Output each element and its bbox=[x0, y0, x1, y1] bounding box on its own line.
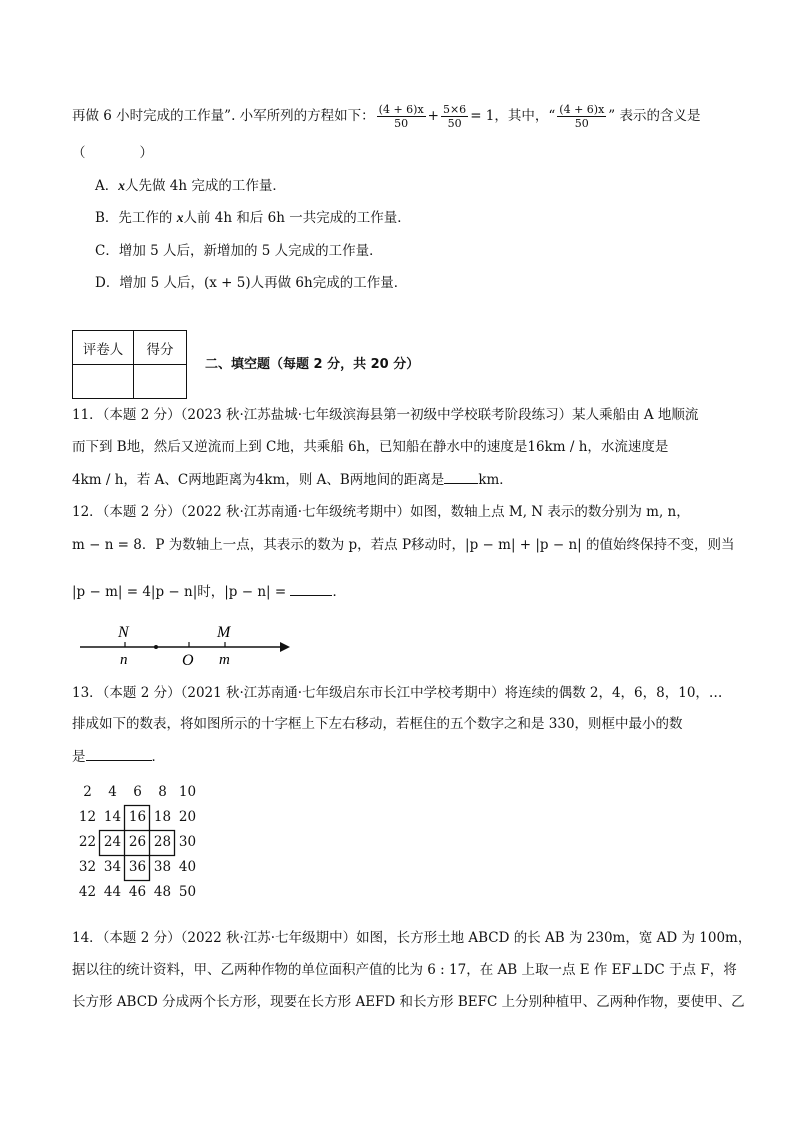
answer-paren: （ ） bbox=[72, 145, 153, 161]
grid-cell: 22 bbox=[78, 834, 97, 850]
grader-header: 评卷人 bbox=[73, 331, 134, 365]
q14-line3: 长方形 ABCD 分成两个长方形，现要在长方形 AEFD 和长方形 BEFC 上分别种植甲、乙两种作物，要使甲、乙 bbox=[72, 994, 745, 1010]
q12-line1: 12．（本题 2 分）（2022 秋·江苏南通·七年级统考期中）如图，数轴上点 M, N 表示的数分别为 m, n， bbox=[72, 504, 690, 520]
equation-tail: = 1，其中，“ bbox=[470, 108, 556, 124]
score-table bbox=[72, 330, 187, 399]
label-n: n bbox=[120, 652, 128, 668]
label-M: M bbox=[217, 624, 231, 641]
q11-line1: 11．（本题 2 分）（2023 秋·江苏盐城·七年级滨海县第一初级中学校联考阶段练习）某人乘船由 A 地顺流 bbox=[72, 407, 699, 423]
q14-line2: 据以往的统计资料，甲、乙两种作物的单位面积产值的比为 6 : 17，在 AB 上取一点 E 作 EF⊥DC 于点 F，将 bbox=[72, 962, 737, 978]
option-c[interactable]: C．增加 5 人后，新增加的 5 人完成的工作量． bbox=[95, 243, 383, 259]
grid-cell: 40 bbox=[178, 859, 197, 875]
q12-line2: m − n = 8．P 为数轴上一点，其表示的数为 p，若点 P移动时，|p − m| + |p − n| 的值始终保持不变，则当 bbox=[72, 537, 735, 553]
option-b[interactable]: B．先工作的 x人前 4h 和后 6h 一共完成的工作量． bbox=[95, 210, 411, 226]
grid-cell: 4 bbox=[108, 784, 117, 800]
option-d[interactable]: D．增加 5 人后，(x + 5)人再做 6h完成的工作量． bbox=[95, 275, 408, 291]
fraction-2: $\frac{5\times 6}{50}$ bbox=[442, 103, 467, 130]
option-a[interactable]: A．x人先做 4h 完成的工作量． bbox=[95, 178, 286, 194]
grid-cell: 28 bbox=[153, 834, 172, 850]
grid-cell: 16 bbox=[128, 809, 147, 825]
q11-answer-blank[interactable] bbox=[444, 469, 478, 484]
grid-cell: 32 bbox=[78, 859, 97, 875]
q13-answer-blank[interactable] bbox=[86, 746, 152, 761]
grid-cell: 46 bbox=[128, 884, 147, 900]
q11-line3: 4km / h，若 A、C两地距离为4km，则 A、B两地间的距离是 km． bbox=[72, 469, 513, 490]
grid-cell: 2 bbox=[83, 784, 92, 800]
grid-cell: 44 bbox=[103, 884, 122, 900]
intro-text-b: ” 表示的含义是 bbox=[608, 108, 701, 124]
q11-line2: 而下到 B地，然后又逆流而上到 C地，共乘船 6h，已知船在静水中的速度是16km / h，水流速度是 bbox=[72, 439, 669, 455]
grid-cell: 36 bbox=[128, 859, 147, 875]
score-header: 得分 bbox=[134, 331, 187, 365]
q12-answer-blank[interactable] bbox=[290, 581, 332, 596]
score-cell[interactable] bbox=[134, 365, 187, 399]
axis-arrow-icon bbox=[280, 642, 290, 652]
grid-cell: 12 bbox=[78, 809, 97, 825]
label-O: O bbox=[182, 652, 194, 669]
grid-cell: 20 bbox=[178, 809, 197, 825]
q13-line3: 是 ． bbox=[72, 746, 165, 767]
fraction-3: $\frac{(4 + 6)x}{50}$ bbox=[559, 103, 605, 130]
grid-cell: 30 bbox=[178, 834, 197, 850]
section-title: 二、填空题（每题 2 分，共 20 分） bbox=[205, 357, 420, 372]
q13-line1: 13．（本题 2 分）（2021 秋·江苏南通·七年级启东市长江中学校考期中）将连续的偶数 2，4，6，8，10，… bbox=[72, 685, 723, 701]
label-m: m bbox=[219, 652, 230, 668]
intro-line bbox=[72, 100, 700, 132]
grid-cell: 38 bbox=[153, 859, 172, 875]
label-N: N bbox=[118, 624, 129, 641]
grid-cell: 18 bbox=[153, 809, 172, 825]
grid-cell: 26 bbox=[128, 834, 147, 850]
grid-cell: 34 bbox=[103, 859, 122, 875]
grid-cell: 10 bbox=[178, 784, 197, 800]
number-line-figure bbox=[72, 618, 297, 670]
grader-cell[interactable] bbox=[73, 365, 134, 399]
grid-cell: 14 bbox=[103, 809, 122, 825]
intro-text-a: 再做 6 小时完成的工作量”. 小军所列的方程如下： bbox=[72, 108, 375, 124]
grid-cell: 50 bbox=[178, 884, 197, 900]
plus-sign: + bbox=[427, 108, 439, 124]
grid-cell: 42 bbox=[78, 884, 97, 900]
fraction-1: $\frac{(4 + 6)x}{50}$ bbox=[378, 103, 424, 130]
grid-cell: 6 bbox=[133, 784, 142, 800]
q13-line2: 排成如下的数表，将如图所示的十字框上下左右移动，若框住的五个数字之和是 330，则框中最小的数 bbox=[72, 716, 683, 732]
q12-line3: |p − m| = 4|p − n|时，|p − n| = ． bbox=[72, 581, 346, 602]
grid-cell: 24 bbox=[103, 834, 122, 850]
point-dot bbox=[154, 645, 158, 649]
grid-cell: 48 bbox=[153, 884, 172, 900]
q14-line1: 14．（本题 2 分）（2022 秋·江苏·七年级期中）如图，长方形土地 ABCD 的长 AB 为 230m，宽 AD 为 100m， bbox=[72, 930, 752, 946]
grid-cell: 8 bbox=[158, 784, 167, 800]
